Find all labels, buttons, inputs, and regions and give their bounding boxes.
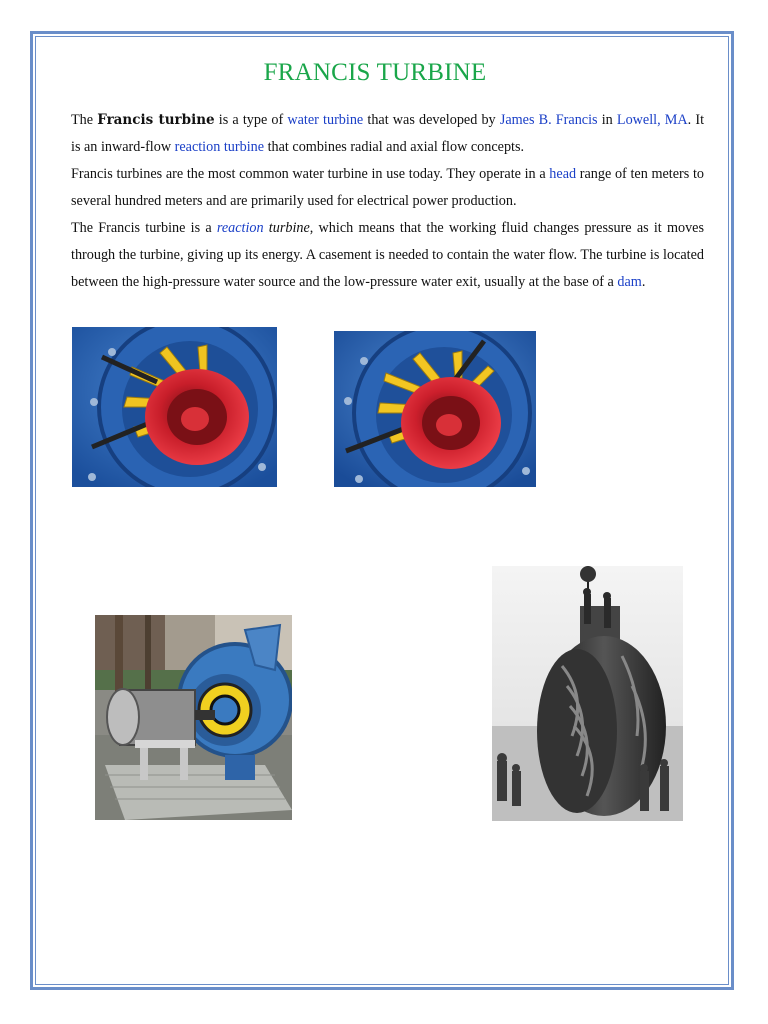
text-run: that combines radial and axial flow concepts. (264, 139, 525, 155)
text-run: The (71, 112, 98, 128)
link-james-b-francis[interactable]: James B. Francis (499, 112, 598, 128)
francis-turbine-generator-unit-photo (95, 615, 292, 820)
link-lowell-ma[interactable]: Lowell, MA (616, 112, 688, 128)
article-body (71, 107, 704, 296)
text-run: Francis turbines are the most common water turbine in use today. They operate in a (71, 166, 550, 182)
italic-text-run: turbine (263, 220, 310, 236)
text-run: that was developed by (363, 112, 500, 128)
document-title: FRANCIS TURBINE (263, 59, 487, 86)
text-run: . It is an inward-flow (71, 112, 705, 155)
link-water-turbine[interactable]: water turbine (287, 112, 364, 128)
text-run: . (641, 274, 646, 290)
text-run: is a type of (214, 112, 288, 128)
bold-term-francis-turbine: Francis turbine (97, 112, 215, 128)
paragraph-usage (71, 161, 704, 215)
francis-runner-closeup-photo-2 (334, 331, 536, 487)
text-run: The Francis turbine is a (71, 220, 217, 236)
francis-runner-closeup-photo (72, 327, 277, 487)
francis-runner-lift-historic-photo (492, 566, 683, 821)
paragraph-reaction (71, 215, 704, 296)
link-head[interactable]: head (549, 166, 577, 182)
link-reaction[interactable]: reaction (216, 220, 264, 236)
text-run: in (597, 112, 617, 128)
text-run: , which means that the working fluid changes pressure as it moves through the turbine, giving up its energy. A casement is needed to contain the water flow. The turbine is located between the high-pressure water source and the low-pressure water exit, usually at the base of a (71, 220, 704, 290)
text-run: range of ten meters to several hundred meters and are primarily used for electrical power production. (71, 166, 704, 209)
link-dam[interactable]: dam (617, 274, 642, 290)
link-reaction-turbine[interactable]: reaction turbine (174, 139, 265, 155)
paragraph-intro (71, 107, 704, 161)
